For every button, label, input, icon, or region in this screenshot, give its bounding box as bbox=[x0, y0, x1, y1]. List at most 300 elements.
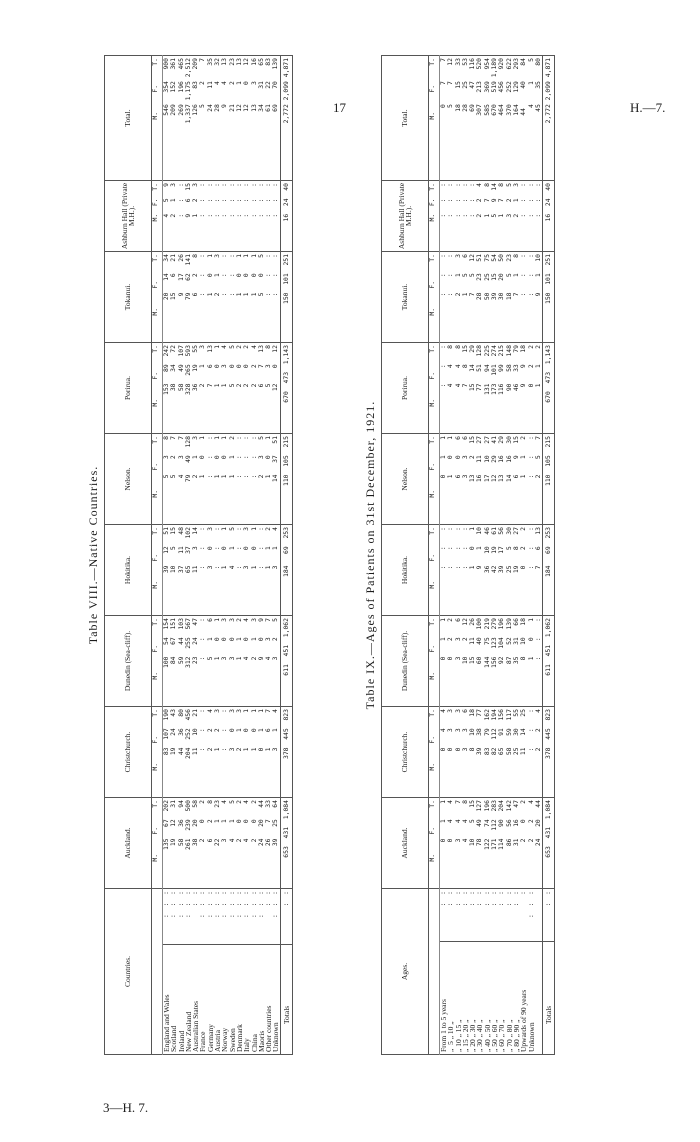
cell-value: 1 1 2 bbox=[265, 525, 272, 616]
leader-dots: : : bbox=[265, 889, 272, 945]
cell-value: 1 0 1 bbox=[221, 525, 228, 616]
cell-value: 5 2 7 bbox=[199, 56, 206, 181]
total-value: 2,772 2,099 4,871 bbox=[280, 56, 292, 181]
column-header: Dunedin (Sea-cliff). bbox=[105, 616, 152, 707]
total-value: 150 101 251 bbox=[280, 252, 292, 343]
cell-value: 9 9 18 bbox=[520, 343, 527, 434]
column-header: Nelson. bbox=[105, 434, 152, 525]
cell-value: 28 23 51 bbox=[476, 252, 483, 343]
total-value: 670 473 1,143 bbox=[280, 343, 292, 434]
cell-value: 45 35 80 bbox=[535, 56, 543, 181]
cell-value: 2 0 2 bbox=[520, 798, 527, 889]
total-value: 2,772 2,099 4,871 bbox=[543, 56, 555, 181]
cell-value: 0 4 4 bbox=[447, 798, 454, 889]
cell-value: 16 11 27 bbox=[476, 434, 483, 525]
totals-label: Totals bbox=[280, 945, 292, 1055]
cell-value: 546 354 900 bbox=[163, 56, 171, 181]
cell-value: 6 7 13 bbox=[258, 343, 265, 434]
cell-value: 1 0 1 bbox=[243, 252, 250, 343]
leader-dots: : : : bbox=[251, 889, 258, 945]
cell-value: : : : bbox=[221, 252, 228, 343]
cell-value: 18 15 33 bbox=[455, 56, 462, 181]
cell-value: : : : bbox=[236, 434, 243, 525]
cell-value: 1 0 1 bbox=[236, 252, 243, 343]
cell-value: 2 1 3 bbox=[192, 434, 199, 525]
cell-value: 82 112 194 bbox=[491, 707, 498, 798]
cell-value: 5 3 8 bbox=[265, 343, 272, 434]
cell-value: 3 2 5 bbox=[272, 616, 280, 707]
cell-value: 24 20 44 bbox=[535, 798, 543, 889]
cell-value: 65 37 102 bbox=[185, 525, 192, 616]
cell-value: : : : bbox=[440, 181, 448, 252]
row-label: Unknown bbox=[272, 945, 280, 1055]
sex-header: M. F. T. bbox=[152, 616, 163, 707]
cell-value: : : : bbox=[440, 252, 448, 343]
cell-value: 3 0 3 bbox=[243, 525, 250, 616]
row-label: Norway bbox=[221, 945, 228, 1055]
header-row bbox=[105, 56, 152, 1055]
cell-value: : : : bbox=[265, 181, 272, 252]
cell-value: 2 1 3 bbox=[455, 252, 462, 343]
cell-value: 4 4 8 bbox=[447, 343, 454, 434]
cell-value: 11 14 25 bbox=[520, 707, 527, 798]
column-header: Hokitika. bbox=[105, 525, 152, 616]
cell-value: 1 2 3 bbox=[192, 181, 199, 252]
leader-dots: : : : bbox=[170, 889, 177, 945]
sex-header-row bbox=[429, 56, 440, 1055]
table-row bbox=[535, 56, 543, 1055]
cell-value: 209 152 361 bbox=[170, 56, 177, 181]
cell-value: 1 0 1 bbox=[469, 525, 476, 616]
cell-value: : : : bbox=[236, 181, 243, 252]
row-label: Upwards of 90 years bbox=[520, 942, 527, 1055]
cell-value: : : : bbox=[447, 252, 454, 343]
cell-value: : : : bbox=[251, 181, 258, 252]
cell-value: 9 4 13 bbox=[221, 56, 228, 181]
row-label: Other countries bbox=[265, 945, 272, 1055]
cell-value: : : : bbox=[440, 343, 448, 434]
cell-value: 1 0 1 bbox=[214, 434, 221, 525]
cell-value: 79 62 141 bbox=[185, 252, 192, 343]
leader-dots: : : : bbox=[178, 889, 185, 945]
total-value: 653 431 1,084 bbox=[280, 798, 292, 889]
column-header: Ages. bbox=[382, 889, 429, 1055]
cell-value: 7 5 12 bbox=[469, 252, 476, 343]
column-header: Dunedin (Sea-cliff). bbox=[382, 616, 429, 707]
cell-value: 1 0 1 bbox=[199, 434, 206, 525]
cell-value: 2 5 7 bbox=[535, 434, 543, 525]
row-label: Austria bbox=[214, 945, 221, 1055]
cell-value: : : : bbox=[178, 181, 185, 252]
row-label: „ 80 „ 90 „ bbox=[513, 942, 520, 1055]
column-header: Ashburn Hall (Private M.H.). bbox=[382, 181, 429, 252]
total-value: 611 451 1,062 bbox=[543, 616, 555, 707]
leader-dots: : : bbox=[498, 889, 505, 942]
cell-value: 39 15 54 bbox=[491, 252, 498, 343]
cell-value: 1 0 1 bbox=[243, 707, 250, 798]
column-header: Auckland. bbox=[382, 798, 429, 889]
cell-value: 83 107 190 bbox=[163, 707, 171, 798]
cell-value: : : : bbox=[455, 525, 462, 616]
cell-value: : : : bbox=[469, 181, 476, 252]
row-label: Maoris bbox=[258, 945, 265, 1055]
cell-value: 3 3 6 bbox=[462, 434, 469, 525]
cell-value: 5 0 5 bbox=[258, 252, 265, 343]
cell-value: 171 112 283 bbox=[491, 798, 498, 889]
sex-header: M. F. T. bbox=[429, 343, 440, 434]
total-value: 16 24 40 bbox=[543, 181, 555, 252]
cell-value: : : : bbox=[272, 252, 280, 343]
cell-value: 14 37 51 bbox=[272, 434, 280, 525]
cell-value: 1,337 1,175 2,512 bbox=[185, 56, 192, 181]
column-header: Christchurch. bbox=[382, 707, 429, 798]
cell-value: 204 252 456 bbox=[185, 707, 192, 798]
cell-value: 9 1 10 bbox=[476, 525, 483, 616]
cell-value: 3 2 5 bbox=[506, 181, 513, 252]
leader-dots: : bbox=[520, 889, 527, 942]
leader-dots: : : bbox=[280, 889, 292, 945]
cell-value: 18 5 23 bbox=[506, 252, 513, 343]
cell-value: 2 1 3 bbox=[251, 616, 258, 707]
cell-value: : : : bbox=[455, 181, 462, 252]
cell-value: 2 2 4 bbox=[207, 707, 214, 798]
cell-value: 19 8 27 bbox=[513, 525, 520, 616]
cell-value: 15 14 29 bbox=[469, 343, 476, 434]
row-label: Unknown bbox=[528, 942, 535, 1055]
leader-dots: : : : bbox=[528, 889, 535, 942]
sex-header: M. F. T. bbox=[429, 181, 440, 252]
cell-value: 9 6 15 bbox=[185, 181, 192, 252]
cell-value: 69 47 116 bbox=[469, 56, 476, 181]
cell-value: : : : bbox=[520, 252, 527, 343]
cell-value: 0 2 2 bbox=[520, 525, 527, 616]
cell-value: 100 54 154 bbox=[163, 616, 171, 707]
cell-value: 144 75 219 bbox=[484, 616, 491, 707]
cell-value: 4 1 5 bbox=[528, 56, 535, 181]
cell-value: 6 0 6 bbox=[455, 434, 462, 525]
cell-value: 1 0 1 bbox=[251, 252, 258, 343]
leader-dots: : : : bbox=[243, 889, 250, 945]
cell-value: 78 49 127 bbox=[476, 798, 483, 889]
sex-header: M. F. T. bbox=[152, 707, 163, 798]
cell-value: 2 0 2 bbox=[199, 798, 206, 889]
cell-value: 83 79 162 bbox=[484, 707, 491, 798]
cell-value: : : : bbox=[214, 525, 221, 616]
cell-value: 36 19 55 bbox=[192, 343, 199, 434]
cell-value: 173 101 274 bbox=[491, 343, 498, 434]
cell-value: 0 1 1 bbox=[258, 707, 265, 798]
cell-value: : : : bbox=[462, 525, 469, 616]
cell-value: 37 11 48 bbox=[178, 525, 185, 616]
cell-value: 670 519 1,189 bbox=[491, 56, 498, 181]
cell-value: 114 90 204 bbox=[498, 798, 505, 889]
cell-value: 50 25 75 bbox=[484, 252, 491, 343]
cell-value: : : : bbox=[199, 525, 206, 616]
sex-header: M. F. T. bbox=[152, 434, 163, 525]
column-header: Total. bbox=[382, 56, 429, 181]
cell-value: 1 5 6 bbox=[462, 252, 469, 343]
cell-value: 9 0 9 bbox=[258, 616, 265, 707]
cell-value: 23 24 47 bbox=[192, 616, 199, 707]
cell-value: 1 3 4 bbox=[221, 343, 228, 434]
cell-value: : : : bbox=[272, 181, 280, 252]
total-value: 378 445 823 bbox=[280, 707, 292, 798]
cell-value: 2 0 2 bbox=[236, 343, 243, 434]
cell-value: 0 3 3 bbox=[447, 707, 454, 798]
cell-value: 1 0 1 bbox=[221, 434, 228, 525]
column-header: Hokitika. bbox=[382, 525, 429, 616]
cell-value: 35 31 66 bbox=[513, 616, 520, 707]
cell-value: 269 196 465 bbox=[178, 56, 185, 181]
cell-value: 25 30 55 bbox=[513, 707, 520, 798]
row-label: „ 15 „ 20 „ bbox=[462, 942, 469, 1055]
row-label: Sweden bbox=[229, 945, 236, 1055]
leader-dots: : : : bbox=[258, 889, 265, 945]
cell-value: : : : bbox=[207, 434, 214, 525]
cell-value: 21 2 23 bbox=[229, 56, 236, 181]
cell-value: 0 2 2 bbox=[447, 616, 454, 707]
cell-value: 2 1 3 bbox=[214, 252, 221, 343]
sex-header: M. F. T. bbox=[429, 525, 440, 616]
cell-value: 65 91 156 bbox=[498, 707, 505, 798]
cell-value: 2 0 2 bbox=[236, 798, 243, 889]
cell-value: 0 1 1 bbox=[440, 798, 448, 889]
cell-value: 1 1 2 bbox=[535, 343, 543, 434]
cell-value: 1 1 2 bbox=[236, 616, 243, 707]
total-value: 184 69 253 bbox=[280, 525, 292, 616]
cell-value: 3 4 7 bbox=[455, 798, 462, 889]
row-label: „ 30 „ 40 „ bbox=[476, 942, 483, 1055]
cell-value: 1 0 1 bbox=[214, 343, 221, 434]
cell-value: 156 123 279 bbox=[491, 616, 498, 707]
leader-dots: : : : bbox=[221, 889, 228, 945]
cell-value: 1 1 2 bbox=[229, 434, 236, 525]
cell-value: 1 0 1 bbox=[214, 616, 221, 707]
cell-value: 28 4 32 bbox=[214, 56, 221, 181]
cell-value: 1 0 1 bbox=[251, 525, 258, 616]
leader-dots: : : bbox=[491, 889, 498, 942]
cell-value: : : : bbox=[440, 525, 448, 616]
cell-value: 2 1 3 bbox=[513, 181, 520, 252]
table-row bbox=[272, 56, 280, 1055]
total-value: 16 24 40 bbox=[280, 181, 292, 252]
cell-value: 4 3 7 bbox=[178, 434, 185, 525]
cell-value: 1 0 1 bbox=[447, 434, 454, 525]
cell-value: 87 52 139 bbox=[506, 616, 513, 707]
row-label: Italy bbox=[243, 945, 250, 1055]
cell-value: 1 0 1 bbox=[265, 434, 272, 525]
report-reference: H.—7. bbox=[630, 100, 666, 115]
cell-value: 11 10 21 bbox=[192, 707, 199, 798]
totals-row bbox=[543, 56, 555, 1055]
cell-value: 1 0 1 bbox=[528, 616, 535, 707]
leader-dots: : : bbox=[484, 889, 491, 942]
cell-value: 312 255 567 bbox=[185, 616, 192, 707]
cell-value: 3 0 3 bbox=[229, 616, 236, 707]
cell-value: 44 36 80 bbox=[178, 707, 185, 798]
row-label: From 1 to 5 years bbox=[440, 942, 448, 1055]
cell-value: 10 5 15 bbox=[170, 525, 177, 616]
cell-value: 15 6 21 bbox=[170, 252, 177, 343]
column-header: Christchurch. bbox=[105, 707, 152, 798]
cell-value: 44 40 84 bbox=[520, 56, 527, 181]
sex-header-row bbox=[152, 56, 163, 1055]
cell-value: : : : bbox=[229, 181, 236, 252]
leader-dots: : : bbox=[447, 889, 454, 942]
sex-header: M. F. T. bbox=[152, 56, 163, 181]
cell-value: 261 239 500 bbox=[185, 798, 192, 889]
leader-dots: : : bbox=[440, 889, 448, 942]
cell-value: : : : bbox=[243, 181, 250, 252]
table-viii-title: Table VIII.—Native Countries. bbox=[86, 465, 100, 645]
cell-value: : : : bbox=[199, 616, 206, 707]
cell-value: 6 2 8 bbox=[192, 252, 199, 343]
cell-value: : : : bbox=[258, 525, 265, 616]
cell-value: 10 2 12 bbox=[462, 616, 469, 707]
cell-value: 2 2 4 bbox=[535, 707, 543, 798]
cell-value: 8 10 18 bbox=[520, 616, 527, 707]
row-label: „ 40 „ 50 „ bbox=[484, 942, 491, 1055]
cell-value: 79 49 128 bbox=[185, 434, 192, 525]
column-header: Ashburn Hall (Private M.H.). bbox=[105, 181, 152, 252]
table-ix-title: Table IX.—Ages of Patients on 31st December, 1921. bbox=[363, 400, 377, 710]
cell-value: 3 0 3 bbox=[221, 616, 228, 707]
cell-value: 4 3 7 bbox=[265, 616, 272, 707]
cell-value: 164 129 293 bbox=[513, 56, 520, 181]
cell-value: 86 56 142 bbox=[506, 798, 513, 889]
cell-value: 36 10 46 bbox=[484, 525, 491, 616]
total-value: 611 451 1,062 bbox=[280, 616, 292, 707]
table-viii bbox=[104, 55, 293, 1055]
leader-dots: : : bbox=[506, 889, 513, 942]
sex-header: M. F. T. bbox=[429, 707, 440, 798]
row-label: „ 60 „ 70 „ bbox=[498, 942, 505, 1055]
cell-value: : : : bbox=[535, 181, 543, 252]
cell-value: 7 1 8 bbox=[513, 252, 520, 343]
cell-value: 5 0 5 bbox=[229, 343, 236, 434]
cell-value: 2 2 4 bbox=[476, 181, 483, 252]
sex-header: M. F. T. bbox=[429, 56, 440, 181]
cell-value: 58 59 117 bbox=[506, 707, 513, 798]
sex-header: M. F. T. bbox=[429, 616, 440, 707]
cell-value: 4 0 4 bbox=[243, 798, 250, 889]
column-header: Porirua. bbox=[105, 343, 152, 434]
leader-dots: : : bbox=[462, 889, 469, 942]
cell-value: 5 7 12 bbox=[447, 56, 454, 181]
leader-dots: : : : bbox=[185, 889, 192, 945]
cell-value: : : : bbox=[214, 181, 221, 252]
cell-value: 3 0 3 bbox=[229, 707, 236, 798]
cell-value: 77 51 128 bbox=[476, 343, 483, 434]
total-value: 110 105 215 bbox=[280, 434, 292, 525]
cell-value: 2 0 2 bbox=[243, 343, 250, 434]
row-label: Scotland bbox=[170, 945, 177, 1055]
cell-value: 12 29 41 bbox=[491, 434, 498, 525]
cell-value: 12 0 12 bbox=[243, 56, 250, 181]
cell-value: 11 3 14 bbox=[192, 525, 199, 616]
cell-value: 4 1 5 bbox=[229, 798, 236, 889]
cell-value: 0 7 7 bbox=[440, 56, 448, 181]
sex-header: M. F. T. bbox=[152, 798, 163, 889]
cell-value: 38 20 58 bbox=[192, 798, 199, 889]
row-label: England and Wales bbox=[163, 945, 171, 1055]
cell-value: 22 1 23 bbox=[214, 798, 221, 889]
cell-value: 7 8 15 bbox=[462, 343, 469, 434]
cell-value: : : : bbox=[251, 434, 258, 525]
total-value: 150 101 251 bbox=[543, 252, 555, 343]
cell-value: : : : bbox=[258, 181, 265, 252]
cell-value: 3 1 4 bbox=[272, 525, 280, 616]
cell-value: 61 22 83 bbox=[265, 56, 272, 181]
cell-value: 4 4 8 bbox=[462, 798, 469, 889]
page-number: 17 bbox=[333, 100, 346, 115]
cell-value: : : : bbox=[462, 181, 469, 252]
cell-value: : : : bbox=[447, 525, 454, 616]
row-label: Denmark bbox=[236, 945, 243, 1055]
cell-value: 58 36 94 bbox=[178, 798, 185, 889]
blank-cell bbox=[429, 889, 440, 1055]
cell-value: 2 1 3 bbox=[199, 343, 206, 434]
cell-value: 8 10 18 bbox=[469, 707, 476, 798]
cell-value: 34 31 65 bbox=[258, 56, 265, 181]
cell-value: 92 104 196 bbox=[498, 616, 505, 707]
cell-value: : : : bbox=[528, 434, 535, 525]
cell-value: 14 16 30 bbox=[506, 434, 513, 525]
row-label: China bbox=[251, 945, 258, 1055]
cell-value: 12 0 12 bbox=[272, 343, 280, 434]
sex-header: M. F. T. bbox=[429, 434, 440, 525]
cell-value: : : : bbox=[528, 252, 535, 343]
sex-header: M. F. T. bbox=[152, 343, 163, 434]
cell-value: : : : bbox=[229, 252, 236, 343]
cell-value: : : : bbox=[221, 707, 228, 798]
cell-value: 370 252 622 bbox=[506, 56, 513, 181]
sex-header: M. F. T. bbox=[152, 181, 163, 252]
cell-value: 2 1 3 bbox=[236, 707, 243, 798]
cell-value: 5 2 7 bbox=[170, 434, 177, 525]
cell-value: : : : bbox=[221, 181, 228, 252]
cell-value: : : : bbox=[243, 434, 250, 525]
column-header: Total. bbox=[105, 56, 152, 181]
cell-value: : : : bbox=[528, 707, 535, 798]
cell-value: 15 11 26 bbox=[469, 616, 476, 707]
cell-value: 9 17 26 bbox=[178, 252, 185, 343]
cell-value: 1 2 3 bbox=[214, 707, 221, 798]
leader-dots: : : bbox=[543, 889, 555, 942]
cell-value: : : : bbox=[520, 181, 527, 252]
cell-value: 12 1 13 bbox=[236, 56, 243, 181]
cell-value: 1 0 1 bbox=[207, 252, 214, 343]
cell-value: 3 1 4 bbox=[272, 707, 280, 798]
cell-value: 5 9 14 bbox=[491, 181, 498, 252]
cell-value: 2 1 3 bbox=[170, 181, 177, 252]
cell-value: 4 1 5 bbox=[229, 525, 236, 616]
cell-value: 2 2 4 bbox=[528, 798, 535, 889]
cell-value: 19 12 31 bbox=[170, 798, 177, 889]
cell-value: 122 74 196 bbox=[484, 798, 491, 889]
cell-value: 25 5 30 bbox=[506, 525, 513, 616]
cell-value: 20 14 34 bbox=[163, 252, 171, 343]
cell-value: 9 1 10 bbox=[535, 252, 543, 343]
leader-dots: : : : bbox=[229, 889, 236, 945]
row-label: Australian States bbox=[192, 945, 199, 1055]
cell-value: 585 369 954 bbox=[484, 56, 491, 181]
cell-value: : : : bbox=[207, 181, 214, 252]
leader-dots bbox=[535, 889, 543, 942]
cell-value: 7 6 13 bbox=[207, 343, 214, 434]
column-header: Tokanui. bbox=[382, 252, 429, 343]
cell-value: 0 2 2 bbox=[528, 343, 535, 434]
